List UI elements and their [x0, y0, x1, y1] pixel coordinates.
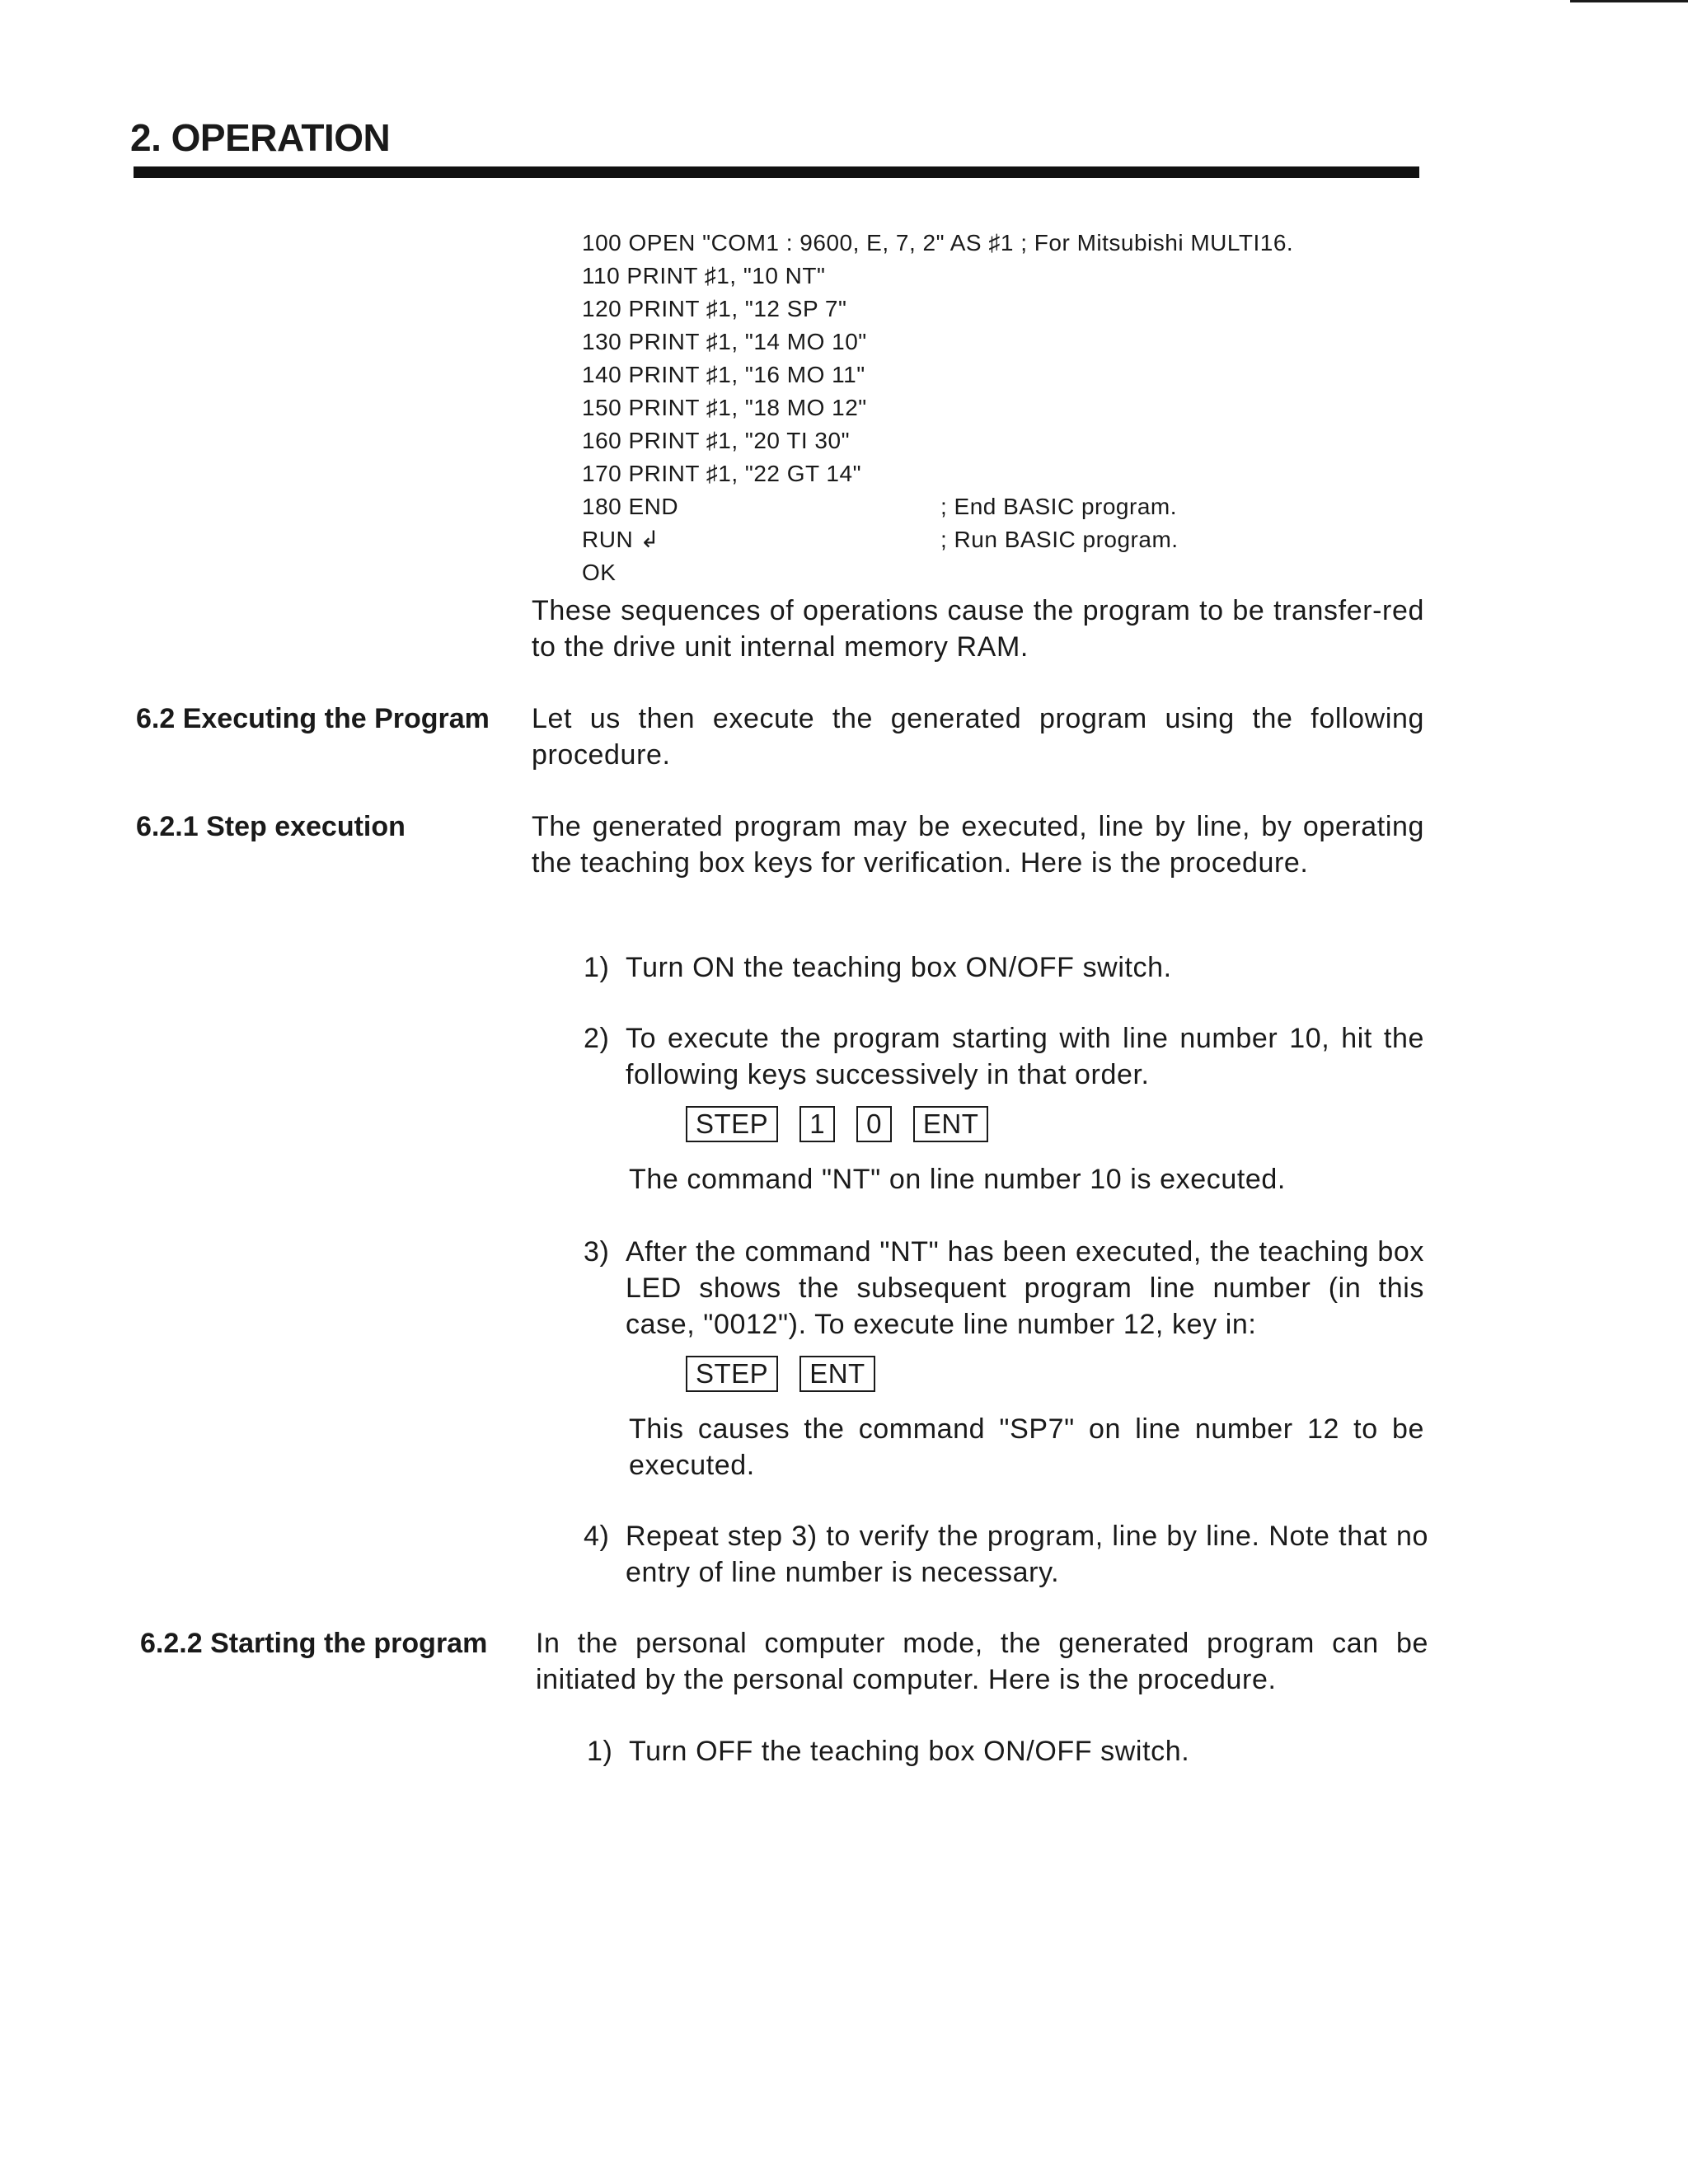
code-line	[582, 227, 1293, 260]
section-heading-6-2: 6.2 Executing the Program	[136, 703, 490, 734]
step-text: To execute the program starting with line number 10, hit the following keys successively in that order.	[626, 1023, 1424, 1090]
code-line	[582, 293, 1293, 326]
code-text: RUN ↲	[582, 527, 660, 552]
section-6-2-1-text: The generated program may be executed, line by line, by operating the teaching box keys for verification. Here is the procedure.	[532, 811, 1424, 879]
code-text: 150 PRINT ♯1, "18 MO 12"	[582, 395, 867, 420]
ent-key: ENT	[913, 1106, 989, 1142]
step-number: 4)	[584, 1521, 610, 1552]
step-text: After the command "NT" has been executed, the teaching box LED shows the subsequent program line number (in this case, "0012"). To execute line number 12, key in:	[626, 1236, 1424, 1340]
step-4	[584, 1518, 1428, 1591]
step-number: 3)	[584, 1236, 610, 1268]
code-text: 100 OPEN "COM1 : 9600, E, 7, 2" AS ♯1 ; For Mitsubishi MULTI16.	[582, 230, 1294, 255]
step-1	[584, 949, 1424, 986]
header-rule	[134, 166, 1419, 178]
step-2-result: The command "NT" on line number 10 is executed.	[629, 1164, 1286, 1195]
digit-1-key: 1	[799, 1106, 835, 1142]
code-comment: ; End BASIC program.	[940, 494, 1178, 519]
code-text: 170 PRINT ♯1, "22 GT 14"	[582, 461, 862, 486]
code-line	[582, 556, 1293, 589]
code-line	[582, 523, 1293, 556]
digit-0-key: 0	[856, 1106, 892, 1142]
key-sequence	[686, 1106, 988, 1142]
code-comment: ; Run BASIC program.	[940, 527, 1179, 552]
step-key: STEP	[686, 1106, 778, 1142]
intro-paragraph: These sequences of operations cause the program to be transfer-red to the drive unit internal memory RAM.	[532, 595, 1424, 663]
step-3	[584, 1234, 1424, 1343]
code-text: 120 PRINT ♯1, "12 SP 7"	[582, 296, 847, 321]
ent-key: ENT	[799, 1356, 875, 1392]
step-number: 2)	[584, 1023, 610, 1054]
section-heading-6-2-2: 6.2.2 Starting the program	[140, 1628, 488, 1659]
code-line	[582, 391, 1293, 424]
step-key: STEP	[686, 1356, 778, 1392]
code-text: 110 PRINT ♯1, "10 NT"	[582, 263, 826, 288]
step-number: 1)	[584, 952, 610, 983]
code-text: 140 PRINT ♯1, "16 MO 11"	[582, 362, 865, 387]
code-line	[582, 359, 1293, 391]
code-line	[582, 424, 1293, 457]
step-text: Turn ON the teaching box ON/OFF switch.	[626, 952, 1172, 983]
step-3-result: This causes the command "SP7" on line number 12 to be executed.	[629, 1413, 1424, 1481]
code-text: 180 END	[582, 494, 679, 519]
basic-code-listing	[582, 227, 1293, 589]
key-sequence	[686, 1356, 875, 1392]
corner-rule	[1570, 0, 1688, 2]
section-6-2-2-text: In the personal computer mode, the generated program can be initiated by the personal computer. Here is the procedure.	[536, 1628, 1428, 1695]
section-6-2-text: Let us then execute the generated program using the following procedure.	[532, 703, 1424, 771]
code-text: 130 PRINT ♯1, "14 MO 10"	[582, 329, 867, 354]
step-2	[584, 1020, 1424, 1093]
code-line	[582, 490, 1293, 523]
code-line	[582, 457, 1293, 490]
code-text: OK	[582, 560, 617, 585]
page-title: 2. OPERATION	[130, 116, 391, 159]
step-text: Repeat step 3) to verify the program, line by line. Note that no entry of line number is necessary.	[626, 1521, 1428, 1588]
code-line	[582, 260, 1293, 293]
step-text: Turn OFF the teaching box ON/OFF switch.	[629, 1736, 1190, 1767]
code-text: 160 PRINT ♯1, "20 TI 30"	[582, 428, 851, 453]
step-number: 1)	[587, 1736, 613, 1767]
step-1	[587, 1733, 1428, 1769]
section-heading-6-2-1: 6.2.1 Step execution	[136, 811, 406, 842]
code-line	[582, 326, 1293, 359]
